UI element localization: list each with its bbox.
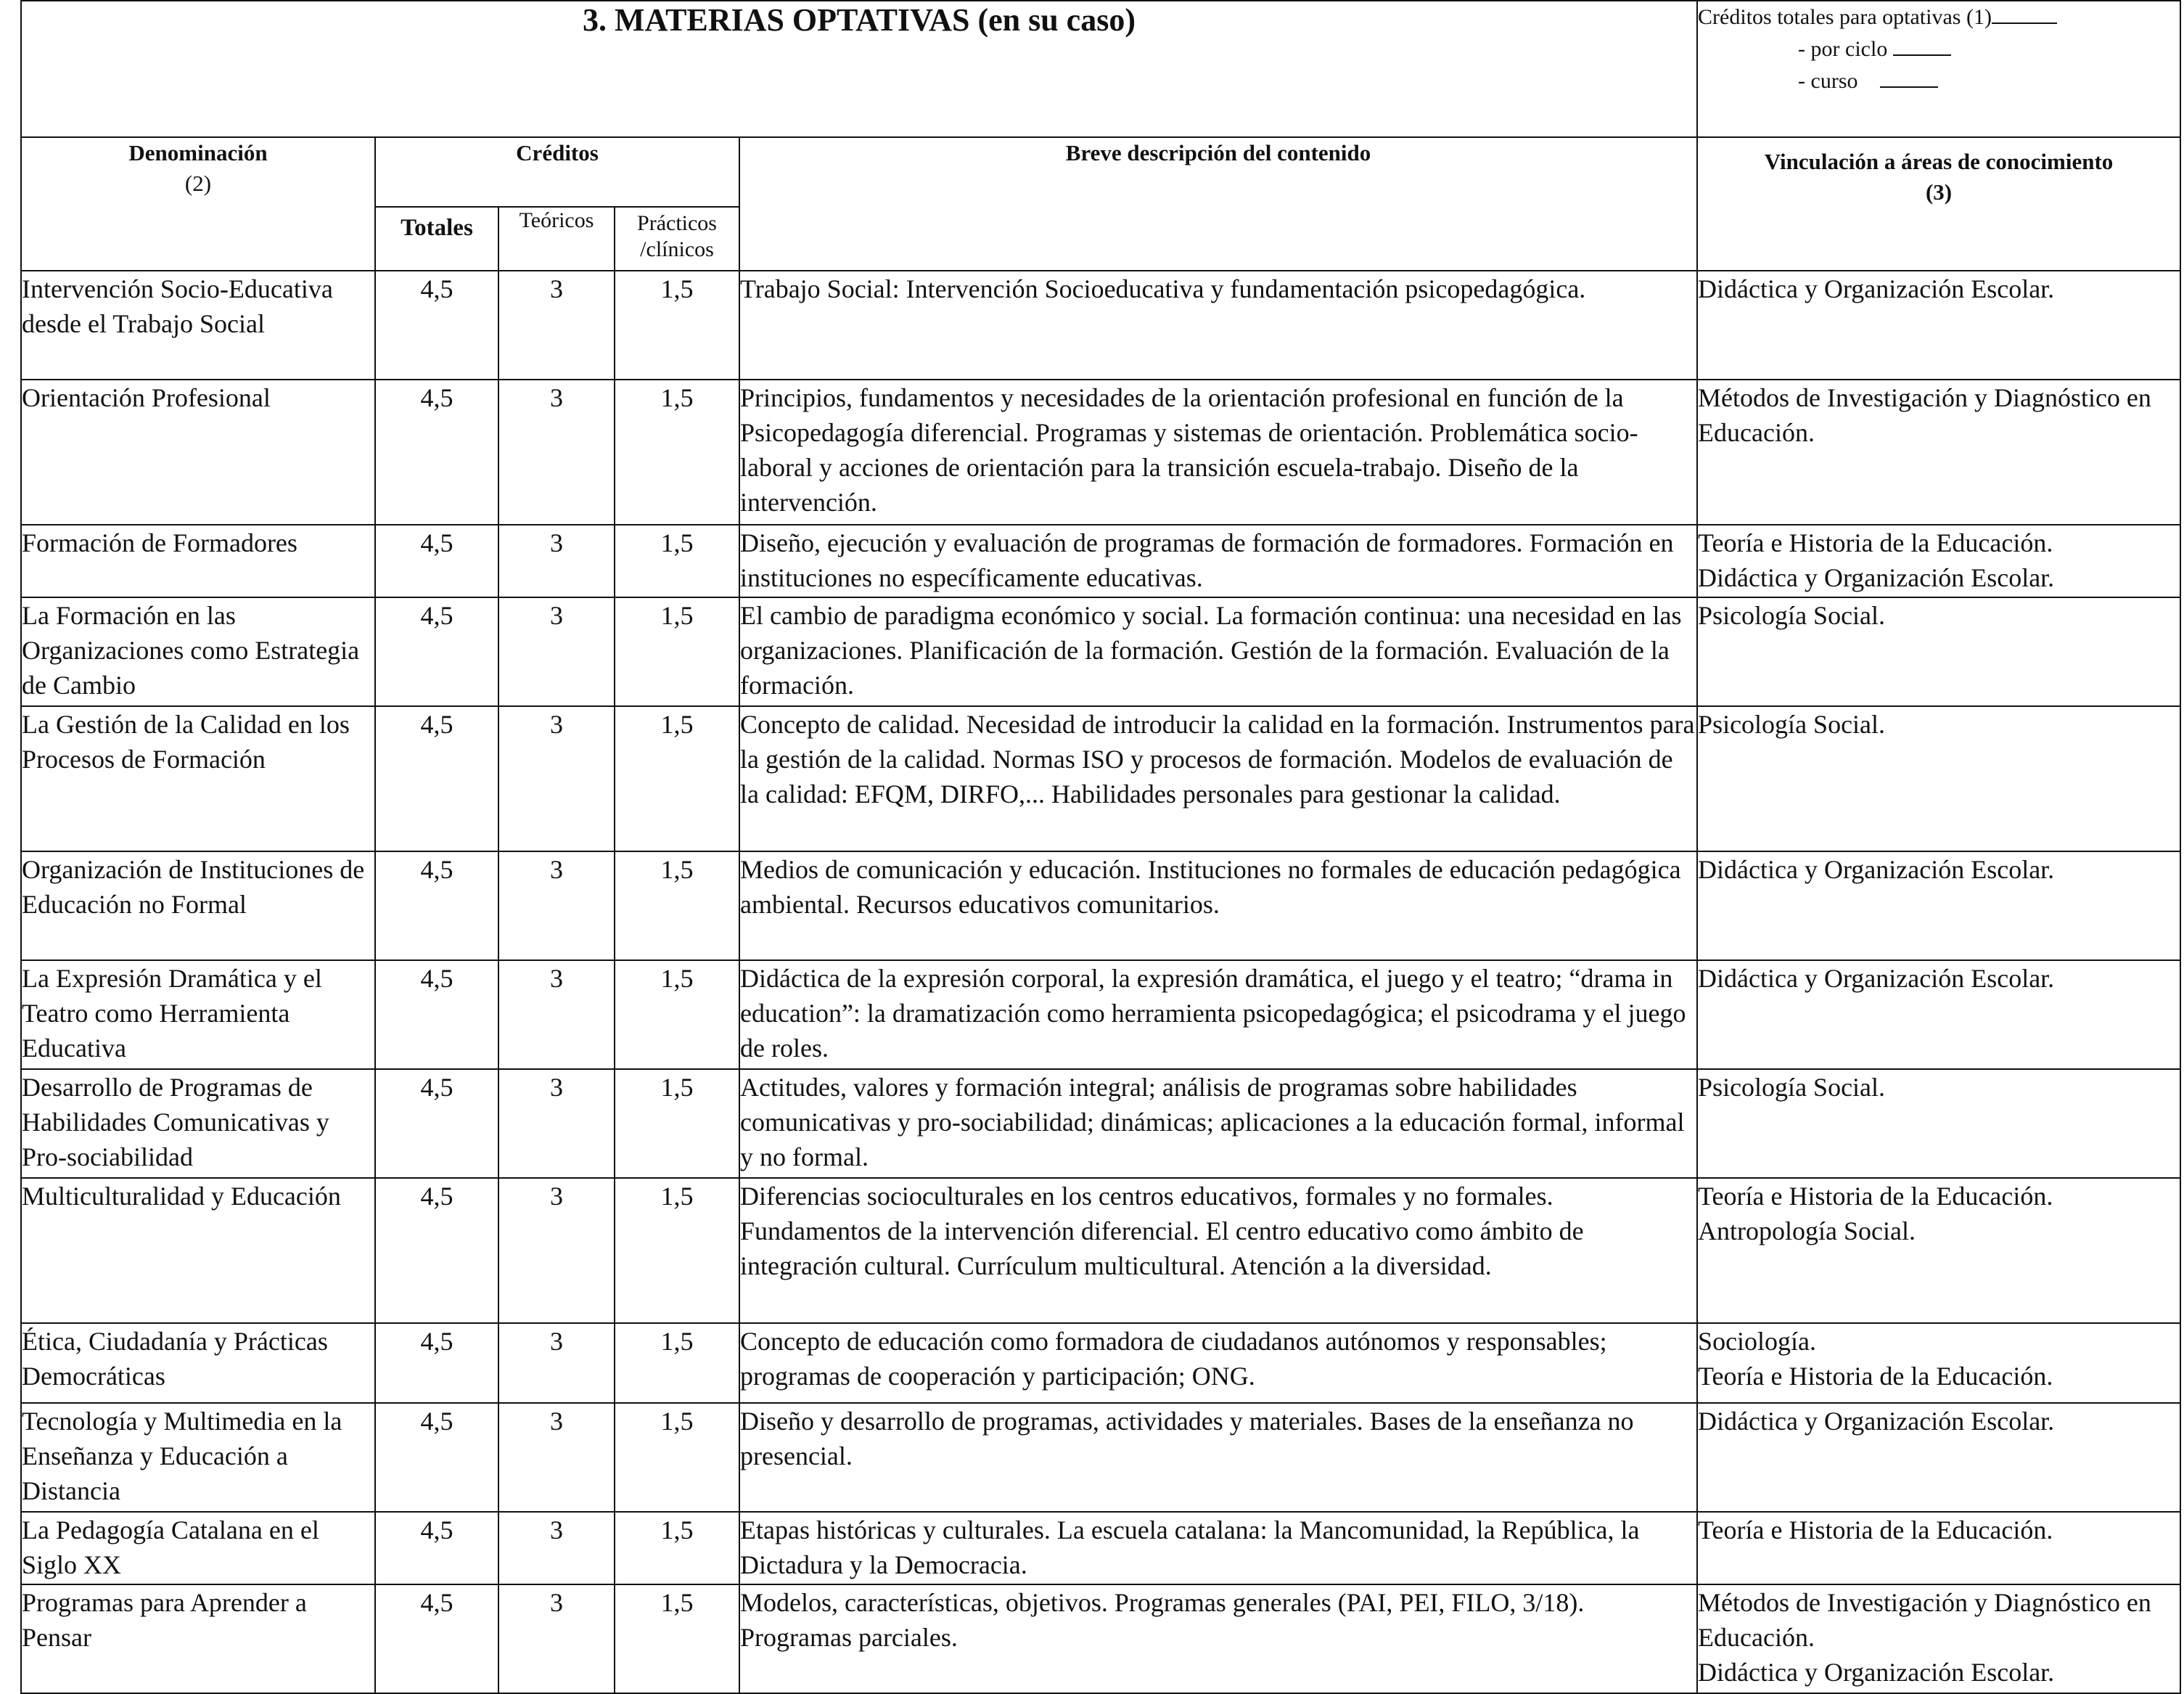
content-description: Didáctica de la expresión corporal, la expresión dramática, el juego y el teatro; “drama in education”: la dramatización como herramienta psicopedagógica; el psicodrama y el juego de roles. [739,960,1697,1069]
subject-name: Desarrollo de Programas de Habilidades Comunicativas y Pro-sociabilidad [21,1069,375,1178]
header-teoricos: Teóricos [498,207,615,271]
credits-teoricos: 3 [498,1584,615,1693]
credits-totales: 4,5 [375,960,498,1069]
content-description: Actitudes, valores y formación integral; análisis de programas sobre habilidades comunicativas y pro-sociabilidad; dinámicas; aplicaciones a la educación formal, informal y no formal. [739,1069,1697,1178]
content-description: Concepto de calidad. Necesidad de introducir la calidad en la formación. Instrumentos para la gestión de la calidad. Normas ISO y procesos de formación. Modelos de evaluación de la calidad: EFQM, DIRFO,... Habilidades personales para gestionar la calidad. [739,706,1697,851]
subject-name: Multiculturalidad y Educación [21,1178,375,1323]
header-totales: Totales [375,207,498,271]
subject-name: Programas para Aprender a Pensar [21,1584,375,1693]
table-row [21,1403,2180,1512]
credits-totales: 4,5 [375,1069,498,1178]
credits-totales: 4,5 [375,380,498,525]
subject-name: Tecnología y Multimedia en la Enseñanza y Educación a Distancia [21,1403,375,1512]
knowledge-area: Didáctica y Organización Escolar. [1698,1658,2055,1687]
content-description: Principios, fundamentos y necesidades de la orientación profesional en función de la Psicopedagogía diferencial. Programas y sistemas de orientación. Problemática socio-laboral y acciones de orientación para la transición escuela-trabajo. Diseño de la intervención. [739,380,1697,525]
knowledge-areas [1697,1403,2180,1512]
subject-name: La Expresión Dramática y el Teatro como Herramienta Educativa [21,960,375,1069]
table-row [21,525,2180,597]
subject-name: Formación de Formadores [21,525,375,597]
credits-teoricos: 3 [498,1323,615,1403]
knowledge-area: Métodos de Investigación y Diagnóstico en Educación. [1698,383,2151,447]
knowledge-areas [1697,525,2180,597]
credits-practicos: 1,5 [615,525,739,597]
knowledge-area: Teoría e Historia de la Educación. [1698,528,2053,557]
credits-practicos: 1,5 [615,1323,739,1403]
knowledge-areas [1697,706,2180,851]
title-row [21,1,2180,137]
credits-practicos: 1,5 [615,960,739,1069]
credits-teoricos: 3 [498,851,615,960]
subject-name: Orientación Profesional [21,380,375,525]
credits-totales: 4,5 [375,1403,498,1512]
knowledge-areas [1697,1323,2180,1403]
total-credits-label: Créditos totales para optativas (1) [1698,5,1992,29]
knowledge-area: Didáctica y Organización Escolar. [1698,563,2055,592]
knowledge-area: Métodos de Investigación y Diagnóstico en Educación. [1698,1588,2151,1652]
per-course-blank [1880,67,1938,88]
per-cycle-label: - por ciclo [1798,37,1888,61]
table-row [21,851,2180,960]
knowledge-areas [1697,597,2180,706]
knowledge-area: Psicología Social. [1698,1073,1886,1102]
knowledge-areas [1697,1584,2180,1693]
credits-teoricos: 3 [498,1178,615,1323]
table-row [21,597,2180,706]
credits-totales: 4,5 [375,1178,498,1323]
credits-teoricos: 3 [498,597,615,706]
header-denominacion-note: (2) [184,171,212,196]
knowledge-areas [1697,851,2180,960]
credits-practicos: 1,5 [615,1403,739,1512]
per-cycle-blank [1893,36,1951,56]
subject-name: La Formación en las Organizaciones como Estrategia de Cambio [21,597,375,706]
table-row [21,1512,2180,1584]
credits-teoricos: 3 [498,1512,615,1584]
knowledge-areas [1697,960,2180,1069]
knowledge-areas [1697,1512,2180,1584]
content-description: El cambio de paradigma económico y social. La formación continua: una necesidad en las organizaciones. Planificación de la formación. Gestión de la formación. Evaluación de la formación. [739,597,1697,706]
knowledge-area: Teoría e Historia de la Educación. [1698,1362,2053,1391]
knowledge-areas [1697,271,2180,380]
subject-name: Organización de Instituciones de Educación no Formal [21,851,375,960]
subject-name: La Gestión de la Calidad en los Procesos de Formación [21,706,375,851]
credits-totales: 4,5 [375,525,498,597]
credits-totales: 4,5 [375,1584,498,1693]
credits-totales: 4,5 [375,1323,498,1403]
content-description: Concepto de educación como formadora de ciudadanos autónomos y responsables; programas de cooperación y participación; ONG. [739,1323,1697,1403]
knowledge-areas [1697,1069,2180,1178]
table-row [21,1178,2180,1323]
table-row [21,271,2180,380]
content-description: Modelos, características, objetivos. Programas generales (PAI, PEI, FILO, 3/18). Programas parciales. [739,1584,1697,1693]
table-row [21,1323,2180,1403]
knowledge-area: Teoría e Historia de la Educación. [1698,1182,2053,1211]
header-practicos: Prácticos /clínicos [615,207,739,271]
credits-teoricos: 3 [498,1403,615,1512]
content-description: Diseño, ejecución y evaluación de programas de formación de formadores. Formación en instituciones no específicamente educativas. [739,525,1697,597]
knowledge-area: Teoría e Historia de la Educación. [1698,1515,2053,1544]
table-body [21,271,2180,1693]
content-description: Diseño y desarrollo de programas, actividades y materiales. Bases de la enseñanza no presencial. [739,1403,1697,1512]
subject-name: La Pedagogía Catalana en el Siglo XX [21,1512,375,1584]
credits-teoricos: 3 [498,271,615,380]
knowledge-area: Didáctica y Organización Escolar. [1698,274,2055,303]
credits-practicos: 1,5 [615,597,739,706]
header-row-1 [21,137,2180,207]
credits-teoricos: 3 [498,1069,615,1178]
credits-teoricos: 3 [498,380,615,525]
knowledge-area: Didáctica y Organización Escolar. [1698,855,2055,884]
table-row [21,1069,2180,1178]
credits-practicos: 1,5 [615,851,739,960]
credits-teoricos: 3 [498,960,615,1069]
knowledge-areas [1697,380,2180,525]
per-course-label: - curso [1798,69,1858,93]
total-credits-blank [1992,4,2057,24]
table-row [21,706,2180,851]
credits-totales: 4,5 [375,271,498,380]
credits-teoricos: 3 [498,706,615,851]
knowledge-area: Didáctica y Organización Escolar. [1698,964,2055,993]
total-credits-box [1697,1,2180,137]
credits-teoricos: 3 [498,525,615,597]
credits-practicos: 1,5 [615,1584,739,1693]
subject-name: Intervención Socio-Educativa desde el Trabajo Social [21,271,375,380]
optional-subjects-table [20,0,2181,1694]
content-description: Medios de comunicación y educación. Instituciones no formales de educación pedagógica ambiental. Recursos educativos comunitarios. [739,851,1697,960]
knowledge-area: Psicología Social. [1698,601,1886,630]
credits-totales: 4,5 [375,851,498,960]
table-row [21,380,2180,525]
document-page [20,0,2180,1693]
credits-totales: 4,5 [375,1512,498,1584]
subject-name: Ética, Ciudadanía y Prácticas Democráticas [21,1323,375,1403]
knowledge-area: Didáctica y Organización Escolar. [1698,1407,2055,1436]
credits-practicos: 1,5 [615,1069,739,1178]
section-title: 3. MATERIAS OPTATIVAS (en su caso) [21,1,1697,137]
credits-practicos: 1,5 [615,706,739,851]
header-denominacion [21,137,375,271]
content-description: Etapas históricas y culturales. La escuela catalana: la Mancomunidad, la República, la Dictadura y la Democracia. [739,1512,1697,1584]
header-descripcion: Breve descripción del contenido [739,137,1697,271]
knowledge-area: Sociología. [1698,1327,1817,1356]
header-creditos: Créditos [375,137,739,207]
credits-practicos: 1,5 [615,1512,739,1584]
knowledge-areas [1697,1178,2180,1323]
knowledge-area: Antropología Social. [1698,1216,1916,1245]
table-row [21,960,2180,1069]
header-vinculacion: Vinculación a áreas de conocimiento (3) [1697,137,2180,271]
header-denominacion-label: Denominación [128,140,268,165]
credits-practicos: 1,5 [615,271,739,380]
content-description: Trabajo Social: Intervención Socioeducativa y fundamentación psicopedagógica. [739,271,1697,380]
credits-practicos: 1,5 [615,380,739,525]
credits-practicos: 1,5 [615,1178,739,1323]
credits-totales: 4,5 [375,706,498,851]
credits-totales: 4,5 [375,597,498,706]
content-description: Diferencias socioculturales en los centros educativos, formales y no formales. Fundamentos de la intervención diferencial. El centro educativo como ámbito de integración cultural. Currículum multicultural. Atención a la diversidad. [739,1178,1697,1323]
knowledge-area: Psicología Social. [1698,710,1886,739]
table-row [21,1584,2180,1693]
